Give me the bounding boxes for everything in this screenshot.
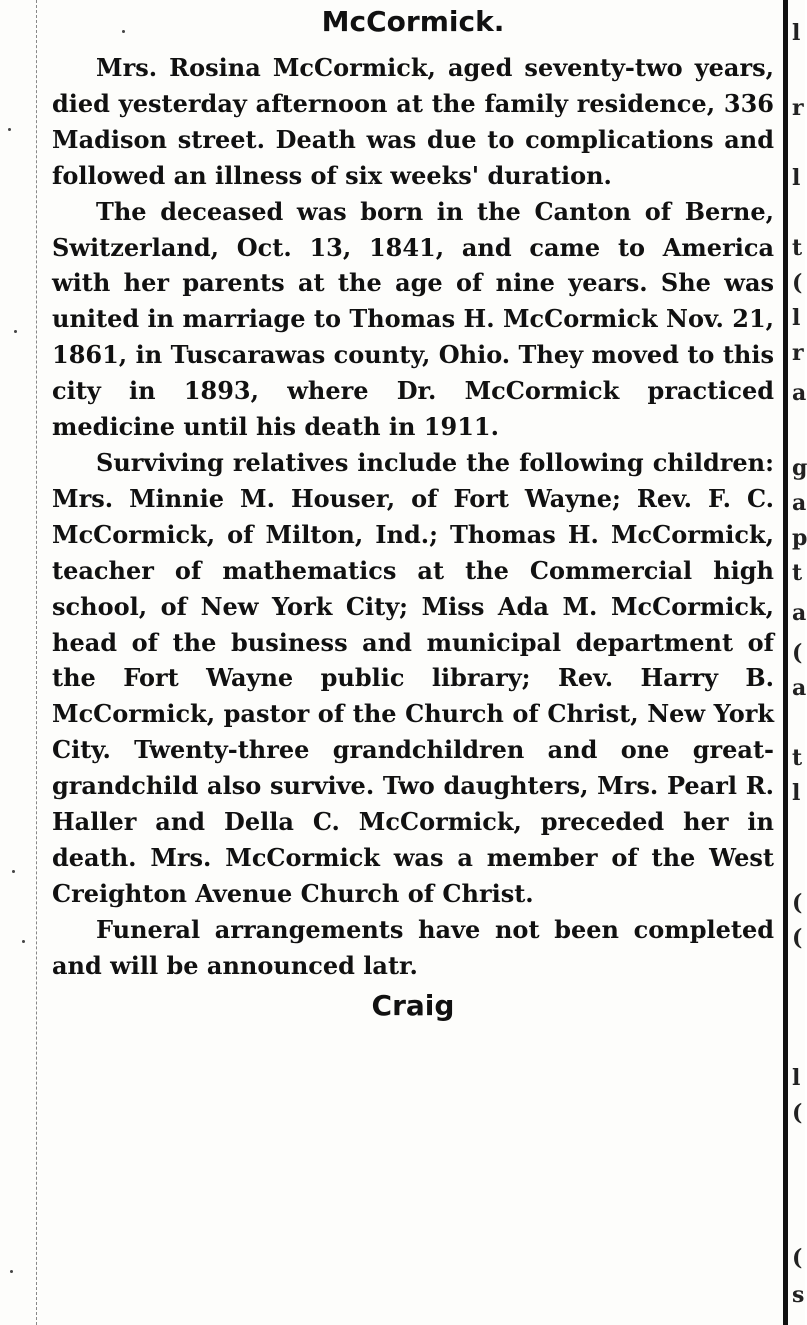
adjacent-column-char: l xyxy=(792,1065,801,1091)
adjacent-column-char: l xyxy=(792,20,801,46)
adjacent-column-char: t xyxy=(792,745,803,771)
adjacent-column-char: r xyxy=(792,95,804,121)
print-speck xyxy=(12,870,15,873)
left-margin-rule xyxy=(36,0,38,1325)
adjacent-column-char: l xyxy=(792,305,801,331)
adjacent-column-char: t xyxy=(792,235,803,261)
adjacent-column-char: s xyxy=(792,1282,805,1308)
adjacent-column-char: l xyxy=(792,165,801,191)
adjacent-column-char: t xyxy=(792,560,803,586)
print-speck xyxy=(122,30,125,33)
adjacent-column-char: p xyxy=(792,525,807,551)
adjacent-column-fragment xyxy=(792,0,805,1325)
article-paragraph-2: The deceased was born in the Canton of Berne, Switzerland, Oct. 13, 1841, and came to America with her parents at the age of nine years. She was united in marriage to Thomas H. McCormick Nov. 21, 1861, in Tuscarawas county, Ohio. They moved to this city in 1893, where Dr. McCormick practiced medicine until his death in 1911. xyxy=(52,196,774,442)
adjacent-column-char: a xyxy=(792,490,807,516)
next-article-headline-fragment: Craig xyxy=(371,988,455,1022)
print-speck xyxy=(14,330,17,333)
adjacent-column-char: ( xyxy=(792,1100,803,1126)
adjacent-column-char: ( xyxy=(792,925,803,951)
adjacent-column-char: a xyxy=(792,675,807,701)
adjacent-column-char: ( xyxy=(792,270,803,296)
adjacent-column-char: r xyxy=(792,340,804,366)
article-paragraph-4: Funeral arrangements have not been completed and will be announced latr. xyxy=(52,914,774,980)
adjacent-column-char: ( xyxy=(792,640,803,666)
adjacent-column-char: ( xyxy=(792,1245,803,1271)
print-speck xyxy=(8,128,11,131)
adjacent-column-char: a xyxy=(792,380,807,406)
print-speck xyxy=(10,1270,13,1273)
adjacent-column-char: ( xyxy=(792,890,803,916)
adjacent-column-char: g xyxy=(792,455,807,481)
adjacent-column-char: a xyxy=(792,600,807,626)
print-speck xyxy=(22,940,25,943)
adjacent-column-char: l xyxy=(792,780,801,806)
article-paragraph-3: Surviving relatives include the following children: Mrs. Minnie M. Houser, of Fort Wayne; Rev. F. C. McCormick, of Milton, Ind.; Thomas H. McCormick, teacher of mathematics at the Commercial high school, of New York City; Miss Ada M. McCormick, head of the business and municipal department of the Fort Wayne public library; Rev. Harry B. McCormick, pastor of the Church of Christ, New York City. Twenty-three grandchildren and one great-grandchild also survive. Two daughters, Mrs. Pearl R. Haller and Della C. McCormick, preceded her in death. Mrs. McCormick was a member of the West Creighton Avenue Church of Christ. xyxy=(52,447,774,908)
column-rule xyxy=(783,0,788,1325)
article-headline: McCormick. xyxy=(321,5,505,38)
article-paragraph-1: Mrs. Rosina McCormick, aged seventy-two years, died yesterday afternoon at the family residence, 336 Madison street. Death was due to complications and followed an illness of six weeks' duration. xyxy=(52,53,774,190)
article-column xyxy=(52,2,774,1024)
